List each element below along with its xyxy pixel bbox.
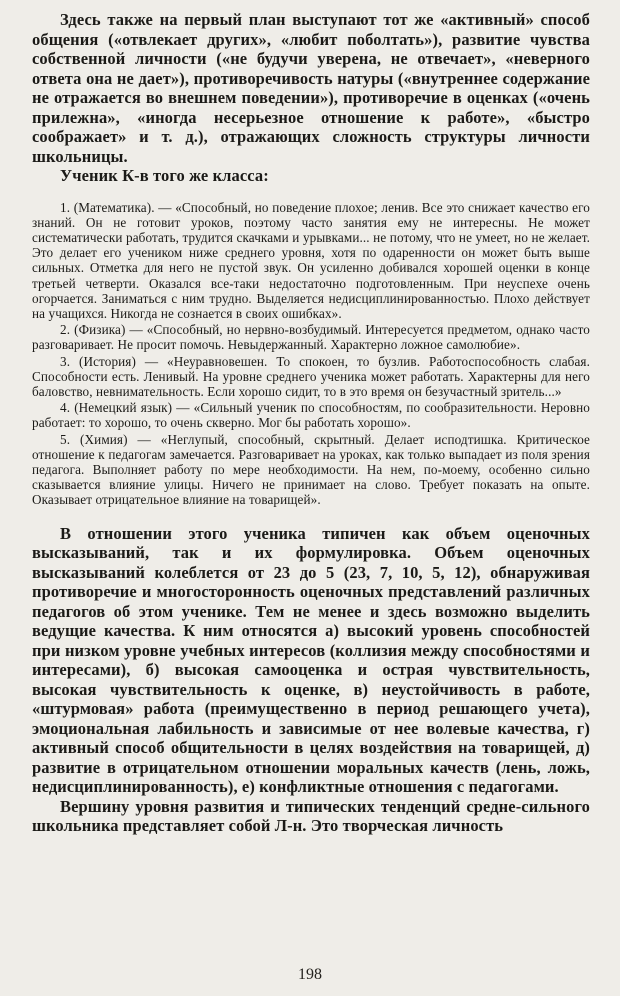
paragraph-student-heading: Ученик К-в того же класса: (60, 166, 269, 185)
assessment-mathematics: 1. (Математика). — «Способный, но поведение плохое; ленив. Все это снижает качество его знаний. Он не готовит уроков, поэтому часто занятия ему не интересны. Не может систематически работать, трудится скачками и урывками... не потому, что не умеет, но не желает. Это делает его учеником ниже среднего уровня, хотя по одаренности он может быть выше сильных. Отметка для него не пустой звук. Он усиленно добивался хорошей оценки в конце третьей четверти. Оказался все-таки недостаточно подготовленным. При неуспехе очень огорчается. Заниматься с ним трудно. Выделяется недисциплинированностью. Плохо действует на учащихся. Никогда не сознается в своих ошибках». (32, 199, 590, 321)
paragraph-conclusion: Вершину уровня развития и типических тенденций средне-сильного школьника представляет собой Л-н. Это творческая личность (32, 796, 590, 836)
assessment-history: 3. (История) — «Неуравновешен. То спокоен, то бузлив. Работоспособность слабая. Способности есть. Ленивый. На уровне среднего ученика может работать. Характерны для него баловство, невнимательность. Если хорошо сидит, то в это время он безучастный зритель...» (32, 353, 590, 399)
assessment-physics: 2. (Физика) — «Способный, но нервно-возбудимый. Интересуется предметом, однако часто разговаривает. Не просит помочь. Невыдержанный. Характерно ложное самолюбие». (32, 322, 590, 353)
teacher-assessments-list (32, 200, 590, 508)
assessment-chemistry: 5. (Химия) — «Неглупый, способный, скрытный. Делает исподтишка. Критическое отношение к педагогам замечается. Разговаривает на уроках, как только выпадает из поля зрения педагога. Выполняет работу по мере необходимости. На нем, по-моему, особенно сильно сказывается влияние улицы. Ничего не принимает на слово. Требует показать на опыте. Оказывает отрицательное влияние на товарищей». (32, 431, 590, 508)
page-number: 198 (298, 966, 322, 983)
paragraph-analysis: В отношении этого ученика типичен как объем оценочных высказываний, так и их формулировка. Объем оценочных высказываний колеблется от 23 до 5 (23, 7, 10, 5, 12), обнаруживая противоречие и многосторонность оценочных представлений различных педагогов об этом ученике. Тем не менее и здесь возможно выделить ведущие качества. К ним относятся а) высокий уровень способностей при низком уровне учебных интересов (коллизия между способностями и интересами), б) высокая самооценка и острая чувствительность, высокая чувствительность к оценке, в) неустойчивость в работе, «штурмовая» работа (преимущественно в период решающего учета), эмоциональная лабильность и зависимые от нее волевые качества, г) активный способ общительности в целях воздействия на товарищей, д) развитие в отрицательном отношении моральных качеств (лень, ложь, недисциплинированность), е) конфликтные отношения с педагогами. (32, 523, 590, 797)
assessment-german: 4. (Немецкий язык) — «Сильный ученик по способностям, по сообразительности. Неровно работает: то хорошо, то очень скверно. Мог бы работать хорошо». (32, 400, 590, 431)
paragraph-communication-traits: Здесь также на первый план выступают тот же «активный» способ общения («отвлекает других», «любит поболтать»), развитие чувства собственной личности («не будучи уверена, не отвечает», «неверного ответа она не дает»), противоречивость натуры («внутреннее содержание не отражается во внешнем поведении»), противоречие в оценках («очень прилежна», «иногда несерьезное отношение к работе», «быстро соображает» и т. д.), отражающих сложность структуры личности школьницы. (32, 10, 590, 166)
